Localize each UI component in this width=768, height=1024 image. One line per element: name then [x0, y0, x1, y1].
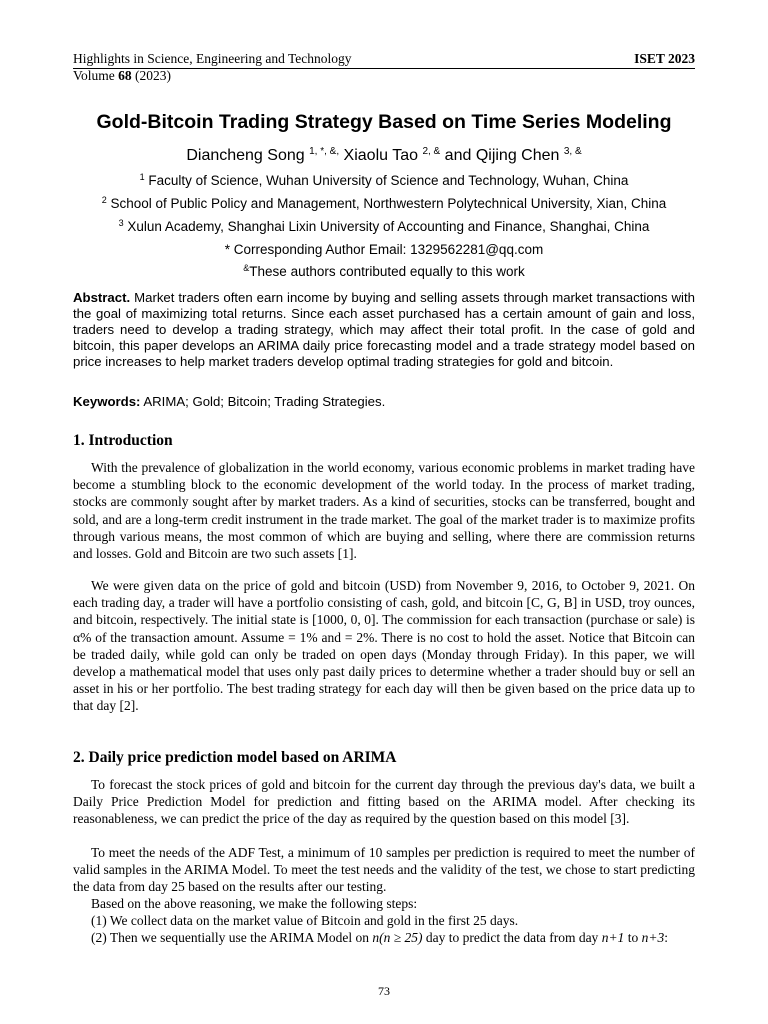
author-affil-mark: 2, & [422, 146, 441, 157]
section-1-paragraph-1: With the prevalence of globalization in the world economy, various economic problems in market trading have become a stumbling block to the economic development of the world today. In the process of market trading, stocks are commonly sought after by market traders. As a kind of securities, stocks can be transferred, bought and sold, and are a long-term credit instrument in the trade market. The goal of the market trader is to maximize profits through various means, the most common of which are buying and selling, where there are commission returns and losses. Gold and Bitcoin are two such assets [1]. [73, 460, 695, 562]
math-expression: n+3 [641, 930, 665, 945]
paper-title: Gold-Bitcoin Trading Strategy Based on Time Series Modeling [96, 111, 672, 133]
affiliation-text: School of Public Policy and Management, Northwestern Polytechnical University, Xian, China [106, 196, 667, 211]
author-name: Xiaolu Tao [339, 147, 423, 164]
volume-label: Volume [73, 68, 119, 83]
abstract-text: Market traders often earn income by buying and selling assets through market transactions with the goal of maximizing total returns. Since each asset purchased has a certain amount of gain and loss, traders need to develop a trading strategy, which may affect their total profit. In the case of gold and bitcoin, this paper develops an ARIMA daily price forecasting model and a trade strategy model based on price increases to help market traders develop optimal trading strategies for gold and bitcoin. [73, 290, 695, 369]
equal-contribution-note [73, 264, 695, 279]
affiliation-text: Xulun Academy, Shanghai Lixin University of Accounting and Finance, Shanghai, China [123, 219, 650, 234]
affiliation-mark: 2 [101, 195, 107, 205]
equal-contribution-text: These authors contributed equally to this work [249, 264, 525, 279]
author-affil-mark: 1, *, &, [309, 146, 340, 157]
section-1-heading: 1. Introduction [73, 432, 173, 449]
author-affil-mark: 3, & [563, 146, 582, 157]
volume-number: 68 [118, 68, 132, 83]
section-2-paragraph-1: To forecast the stock prices of gold and bitcoin for the current day through the previous day's data, we built a Daily Price Prediction Model for prediction and fitting based on the ARIMA model. After checking its reasonableness, we can predict the price of the day as required by the question based on this model [3]. [73, 777, 695, 827]
running-header [73, 51, 695, 69]
page-number: 73 [378, 984, 390, 998]
author-name: Diancheng Song [186, 147, 310, 164]
section-1-paragraph-2: We were given data on the price of gold and bitcoin (USD) from November 9, 2016, to October 9, 2021. On each trading day, a trader will have a portfolio consisting of cash, gold, and bitcoin [C, G, B] in USD, troy ounces, and bitcoin, respectively. The initial state is [1000, 0, 0]. The commission for each transaction (purchase or sale) is α% of the transaction amount. Assume = 1% and = 2%. There is no cost to hold the asset. Notice that Bitcoin can be traded daily, while gold can only be traded on open days (Monday through Friday). In this paper, we will develop a mathematical model that uses only past daily prices to determine whether a trader should buy or sell an asset in his or her portfolio. The best trading strategy for each day will then be given based on the price data up to that day [2]. [73, 578, 695, 714]
affiliation-3 [73, 219, 695, 234]
keywords-label: Keywords: [73, 394, 141, 409]
affiliation-text: Faculty of Science, Wuhan University of Science and Technology, Wuhan, China [144, 173, 629, 188]
keywords [73, 394, 695, 409]
step-2-text-d: : [664, 930, 668, 945]
abstract [73, 290, 695, 370]
section-2-step-1: (1) We collect data on the market value of Bitcoin and gold in the first 25 days. [91, 913, 519, 928]
volume-year: (2023) [131, 68, 172, 83]
affiliation-2 [73, 196, 695, 211]
volume-line [73, 68, 171, 84]
step-2-text-c: to [624, 930, 642, 945]
abstract-label: Abstract. [73, 290, 131, 305]
affiliation-mark: 3 [118, 218, 124, 228]
section-2-heading: 2. Daily price prediction model based on ARIMA [73, 749, 397, 766]
step-2-text-b: day to predict the data from day [422, 930, 602, 945]
journal-name: Highlights in Science, Engineering and Technology [73, 51, 352, 66]
equal-contribution-mark: & [243, 263, 250, 273]
keywords-text: ARIMA; Gold; Bitcoin; Trading Strategies. [140, 394, 386, 409]
section-2-step-2 [73, 929, 695, 946]
author-name: and Qijing Chen [440, 147, 564, 164]
math-expression: n(n ≥ 25) [372, 930, 423, 945]
section-2-paragraph-3: Based on the above reasoning, we make the following steps: [91, 896, 418, 911]
conference-name: ISET 2023 [634, 51, 695, 66]
step-2-text-a: (2) Then we sequentially use the ARIMA Model on [91, 930, 373, 945]
math-expression: n+1 [601, 930, 625, 945]
author-list [73, 147, 695, 165]
corresponding-author: * Corresponding Author Email: 1329562281@qq.com [224, 242, 544, 257]
affiliation-1 [73, 173, 695, 188]
affiliation-mark: 1 [139, 172, 145, 182]
section-2-paragraph-2: To meet the needs of the ADF Test, a minimum of 10 samples per prediction is required to meet the number of valid samples in the ARIMA Model. To meet the test needs and the validity of the test, we chose to start predicting the data from day 25 based on the results after our testing. [73, 845, 695, 895]
